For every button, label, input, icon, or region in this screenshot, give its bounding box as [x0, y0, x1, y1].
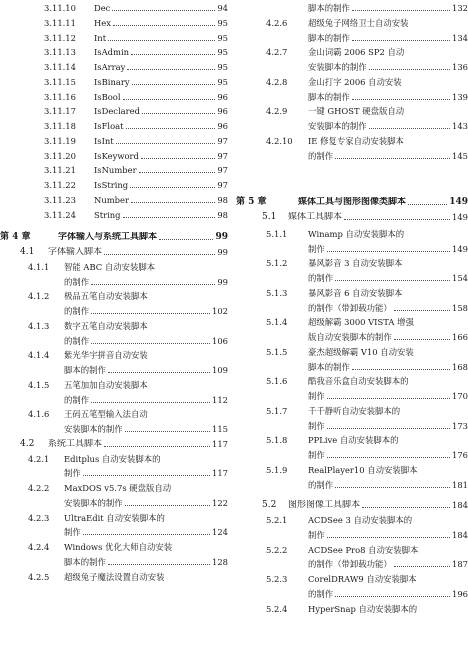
toc-entry [0, 321, 234, 351]
toc-entry [236, 406, 468, 436]
dot-leader [141, 158, 215, 159]
entry-number: 3.11.24 [44, 209, 76, 220]
dot-leader [130, 187, 215, 188]
entry-title: IsKeyword [94, 150, 139, 161]
page-number: 117 [212, 438, 228, 449]
page-number: 96 [217, 106, 228, 117]
page-number: 181 [452, 479, 468, 490]
entry-number: 第 5 章 [236, 197, 267, 208]
entry-title: 数字五笔自动安装脚本 [64, 320, 148, 331]
page-number: 94 [217, 3, 228, 13]
page-number: 184 [452, 529, 468, 540]
dot-leader [91, 313, 210, 314]
page-number: 170 [452, 391, 468, 401]
toc-entry [0, 47, 234, 62]
page-number: 149 [449, 197, 468, 208]
entry-title: 安装脚本的制作 [308, 121, 367, 131]
entry-title: CorelDRAW9 自动安装脚本 [308, 574, 417, 584]
dot-leader [104, 446, 210, 447]
page-number: 158 [452, 302, 468, 313]
dot-leader [131, 202, 215, 203]
page-number: 99 [215, 232, 228, 243]
dot-leader [104, 254, 215, 255]
page-number: 95 [217, 62, 228, 72]
entry-title: 制作 [308, 243, 325, 254]
toc-entry [0, 513, 234, 543]
entry-title: 脚本的制作 [308, 361, 350, 372]
entry-title: 脚本的制作 [64, 365, 106, 375]
dot-leader [327, 428, 450, 429]
entry-number: 5.1.4 [266, 317, 288, 328]
toc-entry [0, 409, 234, 439]
entry-title: IsFloat [94, 121, 124, 131]
toc-entry [0, 454, 234, 484]
toc-entry [0, 262, 234, 292]
entry-number: 4.2 [20, 438, 35, 449]
entry-title: 暴风影音 6 自动安装脚本 [308, 287, 403, 298]
toc-entry [0, 62, 234, 77]
entry-number: 3.11.22 [44, 180, 76, 190]
section-entry [236, 212, 468, 227]
toc-entry [0, 350, 234, 380]
entry-title: 暴风影音 3 自动安装脚本 [308, 258, 403, 269]
toc-entry [0, 380, 234, 410]
dot-leader [394, 310, 450, 311]
dot-leader [327, 457, 450, 458]
entry-number: 4.2.3 [28, 512, 50, 523]
entry-title: 五笔加加自动安装脚本 [64, 379, 148, 390]
entry-number: 3.11.11 [44, 17, 76, 28]
entry-number: 4.1 [20, 247, 35, 257]
toc-entry [0, 195, 234, 210]
entry-title: HyperSnap 自动安装脚本的 [308, 603, 418, 614]
dot-leader [139, 172, 216, 173]
entry-number: 5.1.8 [266, 435, 288, 446]
entry-title: Hex [94, 17, 111, 28]
entry-number: 4.2.10 [266, 135, 293, 146]
section-entry [0, 247, 234, 262]
entry-number: 第 4 章 [0, 232, 31, 243]
entry-title: IsInt [94, 135, 114, 146]
entry-title: 超级兔子网络卫士自动安装 [308, 17, 409, 28]
dot-leader [132, 84, 216, 85]
dot-leader [352, 10, 450, 11]
toc-entry [0, 542, 234, 572]
entry-title: 的制作 [308, 479, 334, 490]
page-number: 122 [212, 497, 228, 508]
dot-leader [83, 475, 210, 476]
entry-title: 超级兔子魔法设置自动安装 [64, 571, 165, 582]
entry-number: 4.2.5 [28, 571, 50, 582]
toc-entry [0, 77, 234, 92]
page-number: 143 [452, 121, 468, 131]
entry-title: 图形图像工具脚本 [288, 500, 361, 511]
entry-title: Editplus 自动安装脚本的 [64, 453, 161, 464]
page-number: 95 [217, 17, 228, 28]
entry-title: 的制作 [64, 394, 90, 405]
entry-title: 的制作 [64, 276, 90, 287]
entry-title: 制作 [308, 391, 325, 401]
entry-number: 5.1.9 [266, 464, 288, 475]
entry-title: ACDSee 3 自动安装脚本的 [308, 515, 413, 525]
toc-entry [0, 151, 234, 166]
dot-leader [142, 113, 215, 114]
entry-title: String [94, 209, 121, 220]
page-number: 173 [452, 420, 468, 431]
entry-title: Dec [94, 3, 111, 13]
section-entry [236, 500, 468, 515]
entry-number: 3.11.20 [44, 150, 76, 161]
page-number: 96 [217, 91, 228, 102]
entry-title: IE 修复专家自动安装脚本 [308, 135, 404, 146]
page-number: 97 [217, 135, 228, 146]
toc-entry [0, 136, 234, 151]
toc-entry [236, 545, 468, 575]
entry-number: 5.2.2 [266, 544, 288, 555]
entry-title: Int [94, 32, 107, 43]
page-number: 124 [212, 527, 228, 538]
entry-number: 3.11.10 [44, 3, 76, 13]
toc-entry [236, 347, 468, 377]
entry-title: 制作 [64, 468, 81, 479]
entry-title: 豪杰超级解霸 V10 自动安装 [308, 346, 414, 357]
entry-title: Winamp 自动安装脚本的 [308, 228, 405, 239]
dot-leader [113, 25, 215, 26]
entry-title: IsArray [94, 62, 126, 72]
dot-leader [335, 158, 450, 159]
entry-number: 4.2.9 [266, 106, 288, 117]
entry-number: 5.2.3 [266, 574, 288, 584]
entry-title: 安装脚本的制作 [308, 62, 367, 72]
page-number: 97 [217, 180, 228, 190]
toc-entry [0, 33, 234, 48]
page-number: 95 [217, 76, 228, 87]
entry-number: 3.11.16 [44, 91, 76, 102]
dot-leader [83, 534, 210, 535]
entry-number: 4.2.2 [28, 483, 50, 493]
entry-title: PPLive 自动安装脚本的 [308, 435, 399, 446]
entry-number: 4.1.3 [28, 320, 50, 331]
dot-leader [123, 217, 216, 218]
dot-leader [327, 398, 450, 399]
toc-entry [0, 291, 234, 321]
entry-title: 紫光华宇拼音自动安装 [64, 350, 148, 361]
dot-leader [352, 99, 450, 100]
entry-number: 5.1 [262, 212, 277, 222]
entry-number: 3.11.17 [44, 106, 76, 117]
entry-number: 5.1.1 [266, 228, 288, 239]
toc-entry [236, 604, 468, 619]
entry-title: 的制作（带卸载功能） [308, 559, 392, 570]
entry-title: 脚本的制作 [308, 3, 350, 13]
toc-entry [236, 136, 468, 166]
toc-entry [0, 3, 234, 18]
entry-title: 字体输入脚本 [48, 247, 103, 257]
dot-leader [394, 339, 450, 340]
toc-entry [0, 106, 234, 121]
dot-leader [112, 10, 215, 11]
toc-entry [236, 317, 468, 347]
entry-title: 制作 [308, 450, 325, 460]
entry-number: 5.2 [262, 500, 277, 511]
toc-entry [236, 465, 468, 495]
toc-entry [236, 3, 468, 18]
entry-title: IsString [94, 180, 129, 190]
entry-title: 的制作 [308, 273, 334, 283]
dot-leader [159, 239, 213, 240]
toc-entry [0, 180, 234, 195]
dot-leader [335, 280, 450, 281]
page-number: 95 [217, 47, 228, 58]
toc-entry [236, 229, 468, 259]
chapter-entry [0, 232, 234, 247]
entry-number: 3.11.14 [44, 62, 76, 72]
page-number: 136 [452, 62, 468, 72]
entry-title: 酷我音乐盒自动安装脚本的 [308, 376, 409, 387]
entry-title: 版自动安装脚本的制作 [308, 332, 392, 342]
dot-leader [327, 251, 450, 252]
page-number: 109 [212, 365, 228, 375]
dot-leader [91, 402, 210, 403]
page-number: 115 [212, 424, 228, 434]
dot-leader [91, 284, 215, 285]
page-number: 154 [452, 273, 468, 283]
page-number: 98 [217, 209, 228, 220]
entry-title: 制作 [308, 420, 325, 431]
dot-leader [126, 128, 216, 129]
entry-title: 制作 [64, 527, 81, 538]
entry-number: 4.2.8 [266, 76, 288, 87]
page-number: 106 [212, 335, 228, 346]
page-number: 187 [452, 559, 468, 570]
dot-leader [91, 343, 210, 344]
toc-entry [236, 574, 468, 604]
entry-title: 的制作 [308, 588, 334, 599]
page-number: 97 [217, 150, 228, 161]
entry-number: 5.1.7 [266, 405, 288, 416]
dot-leader [108, 40, 215, 41]
entry-number: 4.2.6 [266, 17, 288, 28]
entry-title: MaxDOS v5.7s 硬盘版自动 [64, 483, 172, 493]
entry-title: IsAdmin [94, 47, 130, 58]
toc-entry [236, 288, 468, 318]
page-number: 149 [452, 212, 468, 222]
page-number: 196 [452, 588, 468, 599]
page-number: 98 [217, 194, 228, 205]
toc-entry [236, 18, 468, 48]
page-number: 145 [452, 150, 468, 161]
entry-title: 媒体工具脚本 [288, 212, 343, 222]
entry-title: 的制作 [308, 150, 334, 161]
entry-number: 4.1.1 [28, 261, 50, 272]
entry-title: IsBool [94, 91, 121, 102]
entry-number: 5.1.6 [266, 376, 288, 387]
dot-leader [108, 564, 210, 565]
page-number: 166 [452, 332, 468, 342]
entry-title: 极品五笔自动安装脚本 [64, 291, 148, 302]
dot-leader [394, 566, 450, 567]
page-number: 134 [452, 32, 468, 43]
page-number: 99 [217, 276, 228, 287]
entry-title: 脚本的制作 [308, 32, 350, 43]
page-number: 97 [217, 165, 228, 176]
entry-number: 4.1.6 [28, 409, 50, 420]
page-number: 184 [452, 500, 468, 511]
entry-title: 王码五笔型输入法自动 [64, 409, 148, 420]
dot-leader [125, 505, 210, 506]
dot-leader [335, 487, 450, 488]
toc-entry [236, 106, 468, 136]
entry-number: 5.1.2 [266, 258, 288, 269]
entry-number: 5.1.5 [266, 346, 288, 357]
entry-number: 4.2.1 [28, 453, 50, 464]
entry-number: 3.11.21 [44, 165, 76, 176]
chapter-entry [236, 197, 468, 212]
page-number: 168 [452, 361, 468, 372]
entry-number: 3.11.15 [44, 76, 76, 87]
page-number: 102 [212, 306, 228, 316]
entry-title: Number [94, 194, 129, 205]
toc-entry [236, 47, 468, 77]
entry-number: 4.2.7 [266, 47, 288, 58]
page-number: 176 [452, 450, 468, 460]
entry-title: IsNumber [94, 165, 137, 176]
page-number: 128 [212, 556, 228, 567]
toc-entry [236, 376, 468, 406]
toc-entry [0, 121, 234, 136]
page-number: 95 [217, 32, 228, 43]
entry-title: RealPlayer10 自动安装脚本 [308, 464, 418, 475]
entry-title: UltraEdit 自动安装脚本的 [64, 512, 165, 523]
entry-title: 千千静听自动安装脚本的 [308, 405, 401, 416]
entry-number: 3.11.23 [44, 194, 76, 205]
entry-title: 的制作 [64, 306, 90, 316]
entry-title: 制作 [308, 529, 325, 540]
page-number: 139 [452, 91, 468, 102]
dot-leader [369, 128, 450, 129]
entry-number: 3.11.12 [44, 32, 76, 43]
page-number: 149 [452, 243, 468, 254]
section-entry [0, 439, 234, 454]
page-number: 112 [212, 394, 228, 405]
entry-number: 3.11.19 [44, 135, 76, 146]
entry-number: 4.2.4 [28, 542, 50, 552]
entry-title: 金山词霸 2006 SP2 自动 [308, 47, 405, 58]
entry-title: 安装脚本的制作 [64, 424, 123, 434]
dot-leader [123, 99, 216, 100]
toc-entry [0, 572, 234, 587]
toc-entry [0, 483, 234, 513]
entry-title: Windows 优化大师自动安装 [64, 542, 173, 552]
dot-leader [327, 537, 450, 538]
toc-entry [0, 92, 234, 107]
entry-title: 超级解霸 3000 VISTA 增强 [308, 317, 414, 328]
toc-entry [236, 435, 468, 465]
dot-leader [108, 372, 210, 373]
dot-leader [125, 431, 210, 432]
entry-number: 4.1.5 [28, 379, 50, 390]
entry-number: 4.1.4 [28, 350, 50, 361]
page-number: 132 [452, 3, 468, 13]
toc-entry [236, 258, 468, 288]
dot-leader [408, 204, 447, 205]
entry-title: 的制作（带卸载功能） [308, 302, 392, 313]
toc-entry [0, 18, 234, 33]
entry-title: 一键 GHOST 硬盘版自动 [308, 106, 405, 117]
entry-title: 脚本的制作 [64, 556, 106, 567]
entry-number: 4.1.2 [28, 291, 50, 302]
page-number: 96 [217, 121, 228, 131]
entry-title: 字体输入与系统工具脚本 [58, 232, 158, 243]
dot-leader [369, 69, 450, 70]
toc-entry [0, 165, 234, 180]
entry-number: 5.1.3 [266, 287, 288, 298]
entry-title: IsBinary [94, 76, 130, 87]
entry-number: 3.11.13 [44, 47, 76, 58]
entry-title: 系统工具脚本 [48, 438, 103, 449]
dot-leader [116, 143, 216, 144]
entry-title: IsDeclared [94, 106, 140, 117]
entry-title: 智能 ABC 自动安装脚本 [64, 261, 156, 272]
entry-title: 金山打字 2006 自动安装 [308, 76, 402, 87]
entry-title: 脚本的制作 [308, 91, 350, 102]
page-number: 99 [217, 247, 228, 257]
toc-entry [236, 515, 468, 545]
dot-leader [335, 596, 450, 597]
entry-title: 安装脚本的制作 [64, 497, 123, 508]
dot-leader [362, 507, 450, 508]
dot-leader [127, 69, 215, 70]
entry-number: 5.2.4 [266, 603, 288, 614]
dot-leader [352, 369, 450, 370]
dot-leader [344, 219, 450, 220]
dot-leader [131, 54, 215, 55]
entry-number: 5.2.1 [266, 515, 288, 525]
entry-title: 的制作 [64, 335, 90, 346]
entry-title: 媒体工具与图形图像类脚本 [298, 197, 407, 208]
toc-entry [236, 77, 468, 107]
entry-number: 3.11.18 [44, 121, 76, 131]
dot-leader [352, 40, 450, 41]
entry-title: ACDSee Pro8 自动安装脚本 [308, 544, 419, 555]
toc-entry [0, 210, 234, 225]
page-number: 117 [212, 468, 228, 479]
